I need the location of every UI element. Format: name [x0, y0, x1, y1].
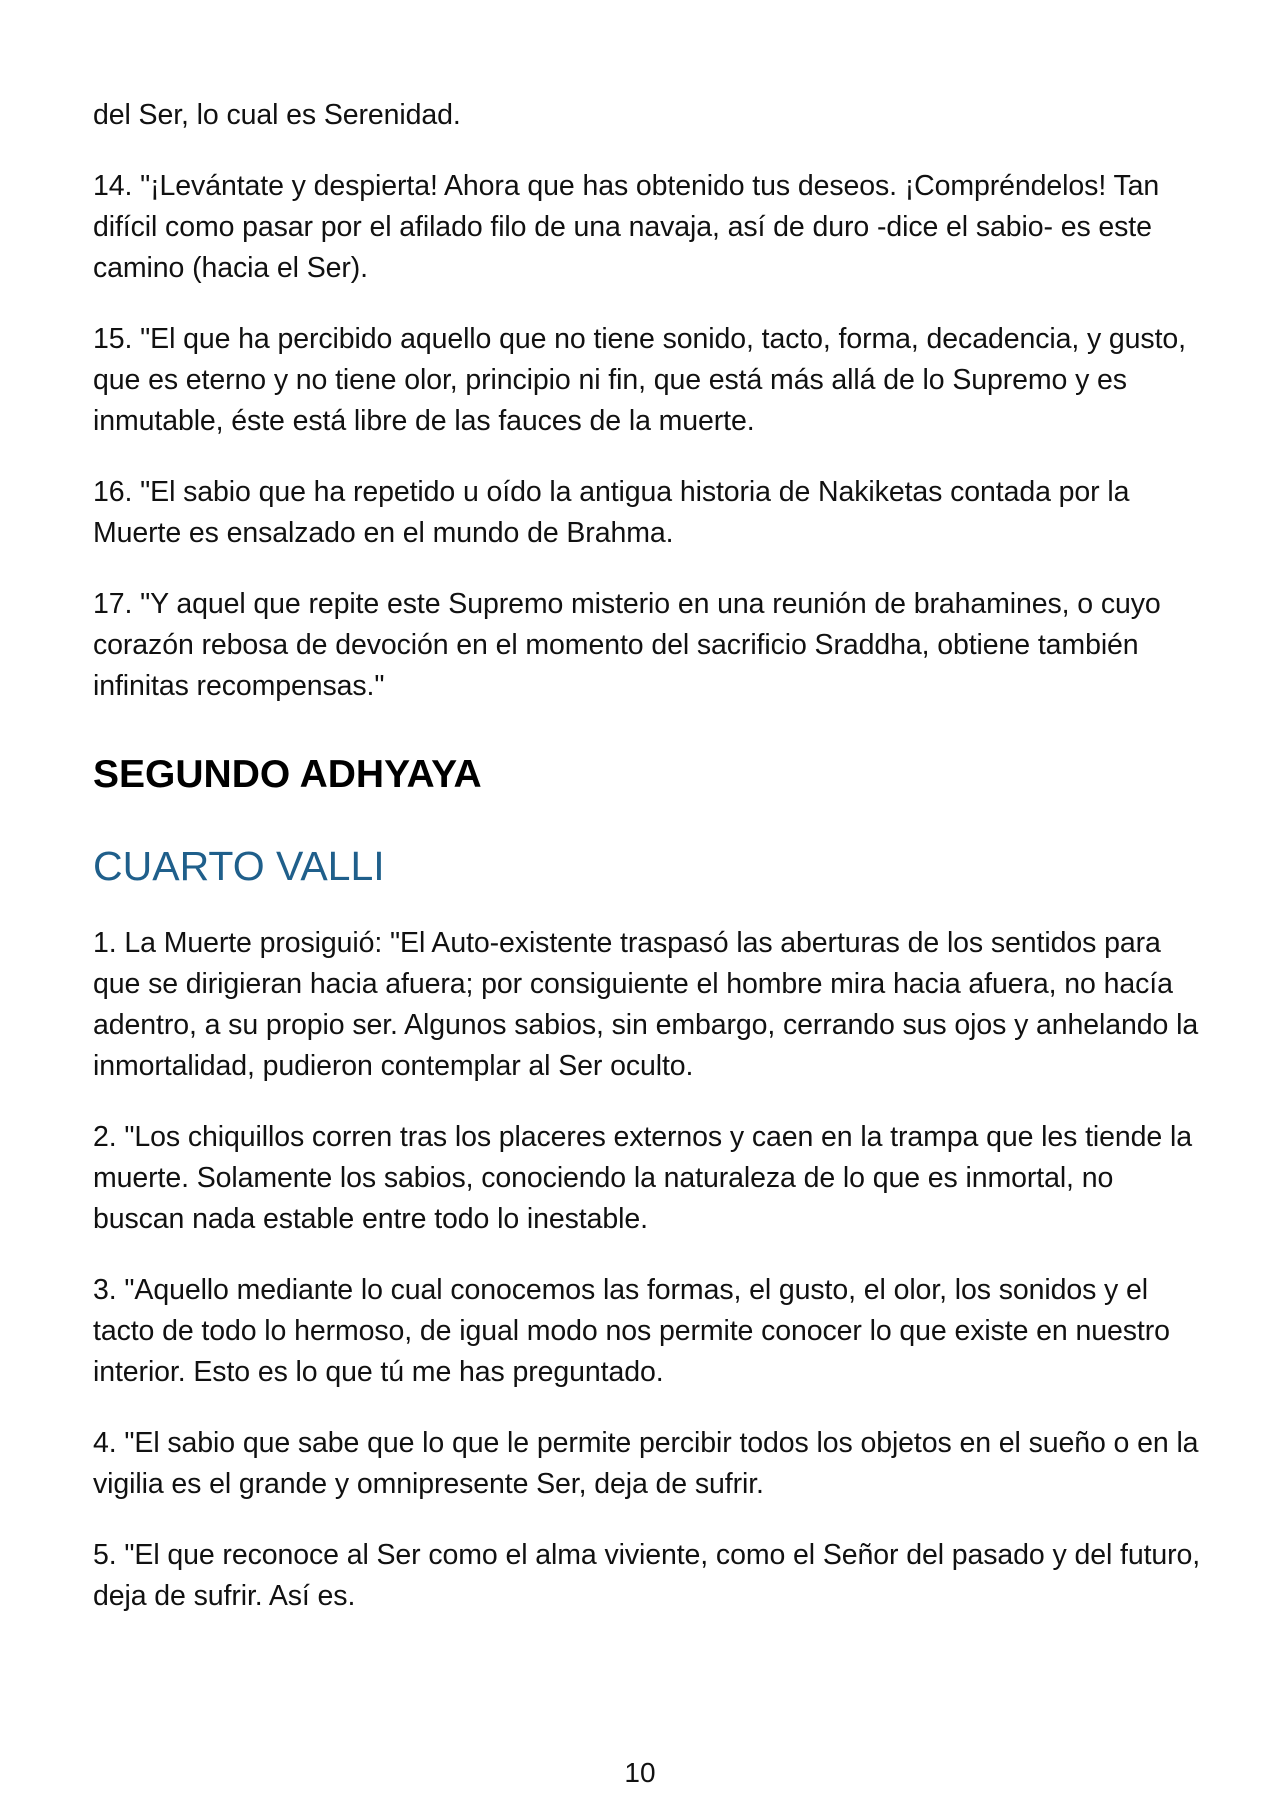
paragraph-verse-15: 15. "El que ha percibido aquello que no tiene sonido, tacto, forma, decadencia, y gusto, que es eterno y no tiene olor, principio ni fin, que está más allá de lo Supremo y es inmutable, éste está libre de las fauces de la muerte. [93, 323, 1186, 437]
paragraph-continuation: del Ser, lo cual es Serenidad. [93, 99, 461, 131]
paragraph-verse-17: 17. "Y aquel que repite este Supremo misterio en una reunión de brahamines, o cuyo corazón rebosa de devoción en el momento del sacrificio Sraddha, obtiene también infinitas recompensas." [93, 588, 1161, 702]
subsection-heading: CUARTO VALLI [93, 843, 385, 889]
paragraph-verse-3: 3. "Aquello mediante lo cual conocemos las formas, el gusto, el olor, los sonidos y el tacto de todo lo hermoso, de igual modo nos permite conocer lo que existe en nuestro interior. Esto es lo que tú me has preguntado. [93, 1274, 1170, 1388]
paragraph-verse-16: 16. "El sabio que ha repetido u oído la antigua historia de Nakiketas contada por la Muerte es ensalzado en el mundo de Brahma. [93, 476, 1130, 549]
page-number: 10 [624, 1757, 656, 1788]
paragraph-verse-4: 4. "El sabio que sabe que lo que le permite percibir todos los objetos en el sueño o en la vigilia es el grande y omnipresente Ser, deja de sufrir. [93, 1427, 1199, 1500]
paragraph-verse-1: 1. La Muerte prosiguió: "El Auto-existente traspasó las aberturas de los sentidos para que se dirigieran hacia afuera; por consiguiente el hombre mira hacia afuera, no hacía adentro, a su propio ser. Algunos sabios, sin embargo, cerrando sus ojos y anhelando la inmortalidad, pudieron contemplar al Ser oculto. [93, 927, 1199, 1082]
paragraph-verse-5: 5. "El que reconoce al Ser como el alma viviente, como el Señor del pasado y del futuro, deja de sufrir. Así es. [93, 1539, 1201, 1612]
paragraph-verse-14: 14. "¡Levántate y despierta! Ahora que has obtenido tus deseos. ¡Compréndelos! Tan difícil como pasar por el afilado filo de una navaja, así de duro -dice el sabio- es este camino (hacia el Ser). [93, 170, 1160, 284]
section-heading: SEGUNDO ADHYAYA [93, 753, 482, 796]
page-content [93, 95, 1203, 1647]
paragraph-verse-2: 2. "Los chiquillos corren tras los placeres externos y caen en la trampa que les tiende la muerte. Solamente los sabios, conociendo la naturaleza de lo que es inmortal, no buscan nada estable entre todo lo inestable. [93, 1121, 1192, 1235]
